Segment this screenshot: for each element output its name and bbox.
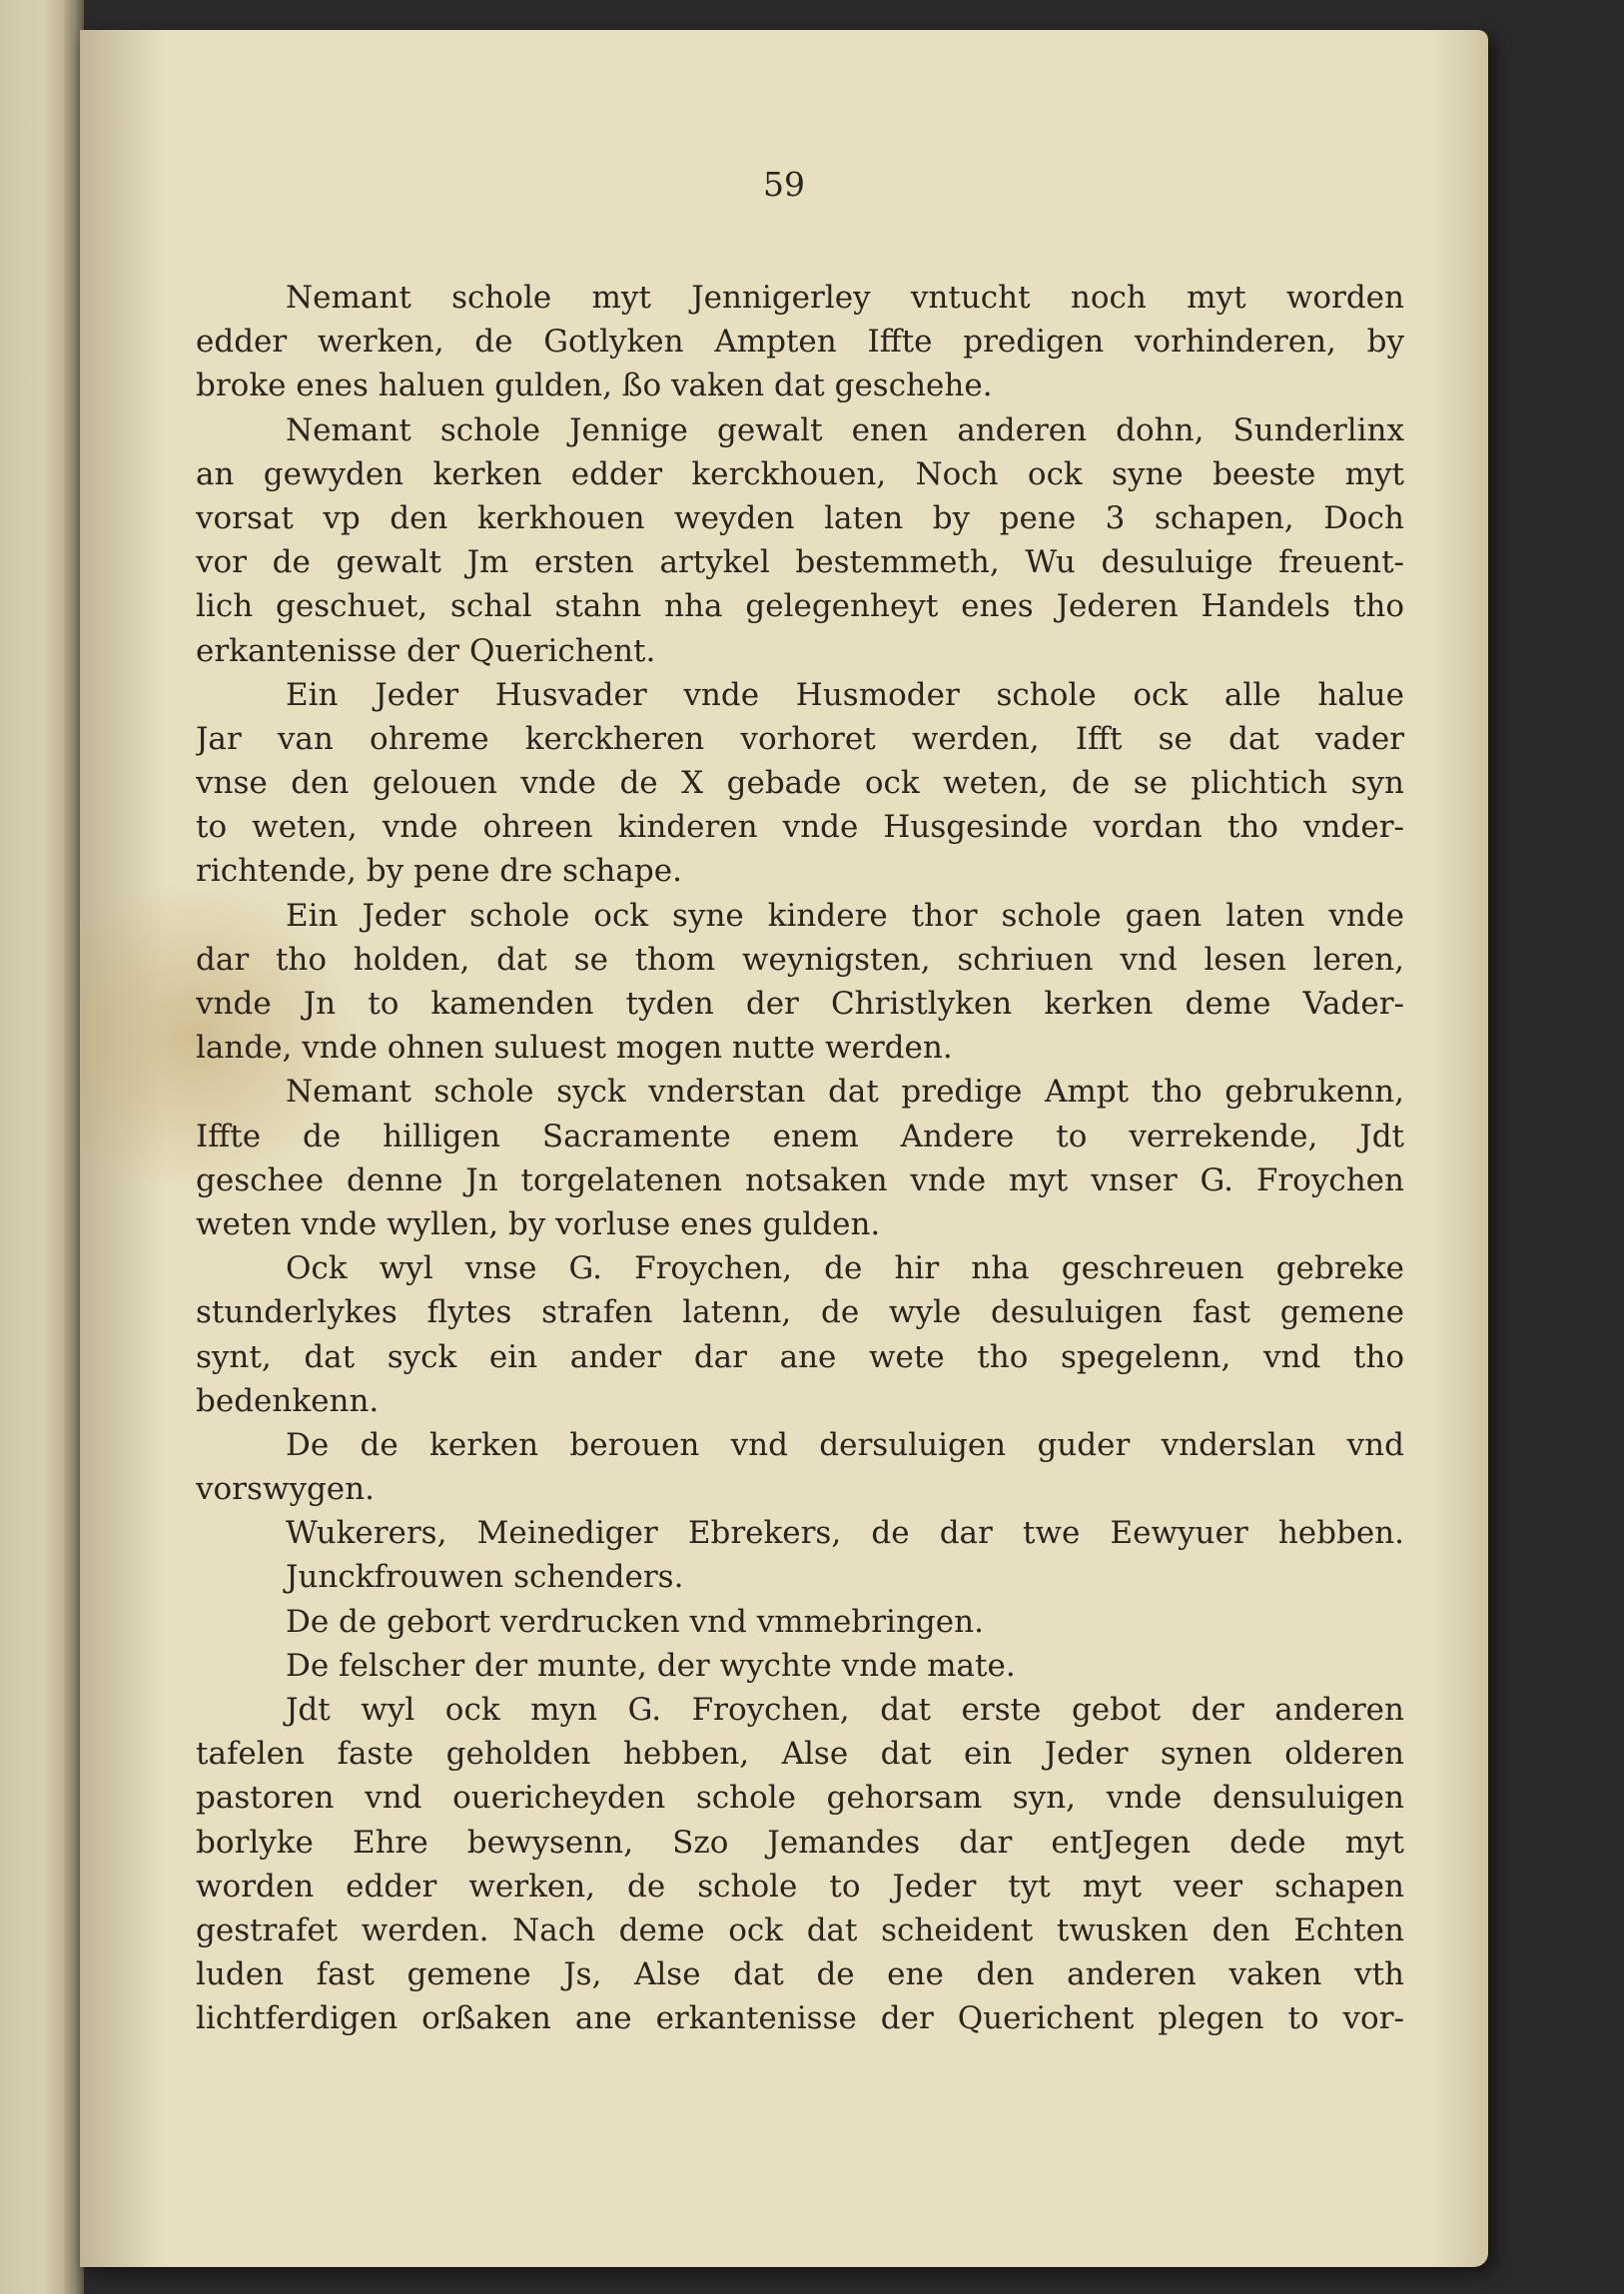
text-line: luden fast gemene Js, Alse dat de ene den anderen vaken vth	[196, 1956, 1404, 1993]
text-line: Ein Jeder schole ock syne kindere thor schole gaen laten vnde	[286, 897, 1404, 934]
text-line: bedenkenn.	[196, 1382, 380, 1419]
text-line: Iffte de hilligen Sacramente enem Andere to verrekende, Jdt	[196, 1118, 1404, 1154]
text-line: stunderlykes flytes strafen latenn, de wyle desuluigen fast gemene	[196, 1294, 1404, 1331]
text-line: De de kerken berouen vnd dersuluigen guder vnderslan vnd	[286, 1426, 1404, 1463]
text-line: synt, dat syck ein ander dar ane wete tho spegelenn, vnd tho	[196, 1338, 1404, 1375]
text-line: Jdt wyl ock myn G. Froychen, dat erste gebot der anderen	[286, 1692, 1404, 1728]
text-line: vor de gewalt Jm ersten artykel bestemmeth, Wu desuluige freuent-	[196, 544, 1404, 581]
text-line: lich geschuet, schal stahn nha gelegenheyt enes Jederen Handels tho	[196, 588, 1404, 625]
page-text	[196, 276, 1404, 2041]
text-line: edder werken, de Gotlyken Ampten Iffte predigen vorhinderen, by	[196, 324, 1404, 361]
text-line: geschee denne Jn torgelatenen notsaken vnde myt vnser G. Froychen	[196, 1161, 1404, 1198]
text-line: vorsat vp den kerkhouen weyden laten by pene 3 schapen, Doch	[196, 499, 1404, 536]
text-line: weten vnde wyllen, by vorluse enes gulden.	[196, 1205, 881, 1242]
text-line: Jar van ohreme kerckheren vorhoret werden, Ifft se dat vader	[196, 720, 1404, 757]
text-line: Ein Jeder Husvader vnde Husmoder schole ock alle halue	[286, 676, 1404, 713]
text-line: De felscher der munte, der wychte vnde mate.	[286, 1647, 1016, 1684]
text-line: worden edder werken, de schole to Jeder tyt myt veer schapen	[196, 1868, 1404, 1905]
text-line: an gewyden kerken edder kerckhouen, Noch ock syne beeste myt	[196, 455, 1404, 492]
text-line: borlyke Ehre bewysenn, Szo Jemandes dar entJegen dede myt	[196, 1824, 1404, 1861]
page-number: 59	[763, 165, 805, 204]
text-line: gestrafet werden. Nach deme ock dat scheident twusken den Echten	[196, 1912, 1404, 1948]
text-line: lichtferdigen orßaken ane erkantenisse der Querichent plegen to vor-	[196, 2000, 1404, 2037]
text-line: erkantenisse der Querichent.	[196, 632, 656, 669]
text-line: dar tho holden, dat se thom weynigsten, schriuen vnd lesen leren,	[196, 941, 1404, 978]
text-line: vorswygen.	[196, 1471, 375, 1508]
text-line: Nemant schole myt Jennigerley vntucht noch myt worden	[286, 280, 1404, 316]
book-page	[80, 30, 1488, 2267]
text-line: pastoren vnd ouericheyden schole gehorsam syn, vnde densuluigen	[196, 1780, 1404, 1817]
text-line: Wukerers, Meinediger Ebrekers, de dar twe Eewyuer hebben.	[286, 1515, 1404, 1552]
text-line: broke enes haluen gulden, ßo vaken dat geschehe.	[196, 368, 993, 404]
text-line: De de gebort verdrucken vnd vmmebringen.	[286, 1603, 984, 1640]
text-line: Nemant schole syck vnderstan dat predige Ampt tho gebrukenn,	[286, 1074, 1404, 1111]
text-line: vnse den gelouen vnde de X gebade ock weten, de se plichtich syn	[196, 765, 1404, 802]
text-line: Nemant schole Jennige gewalt enen anderen dohn, Sunderlinx	[286, 411, 1404, 448]
text-line: vnde Jn to kamenden tyden der Christlyken kerken deme Vader-	[196, 986, 1404, 1022]
text-line: richtende, by pene dre schape.	[196, 853, 682, 890]
text-line: tafelen faste geholden hebben, Alse dat ein Jeder synen olderen	[196, 1736, 1404, 1773]
text-line: to weten, vnde ohreen kinderen vnde Husgesinde vordan tho vnder-	[196, 809, 1404, 846]
text-line: Junckfrouwen schenders.	[286, 1559, 684, 1596]
text-line: lande, vnde ohnen suluest mogen nutte werden.	[196, 1030, 953, 1067]
text-line: Ock wyl vnse G. Froychen, de hir nha geschreuen gebreke	[286, 1250, 1404, 1287]
